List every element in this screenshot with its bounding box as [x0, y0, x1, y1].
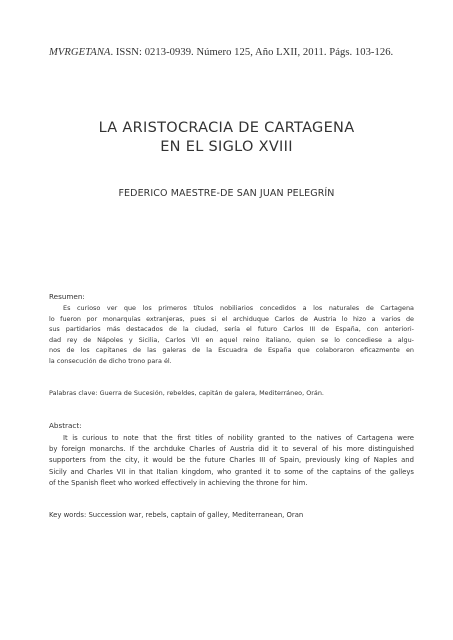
abstract-line: It is curious to note that the first titles of nobility granted to the natives of Cartagena were [63, 434, 414, 442]
resumen-line: sus partidarios más destacados de la ciudad, sería el futuro Carlos III de España, con anteriori- [49, 325, 414, 334]
author-name: FEDERICO MAESTRE-DE SAN JUAN PELEGRÍN [118, 188, 335, 199]
resumen-line: la consecución de dicho trono para él. [49, 357, 172, 365]
resumen-line: nos de los capitanes de las galeras de la Escuadra de España que colaboraron eficazmente en [49, 346, 414, 355]
abstract-line: by foreign monarchs. If the archduke Charles of Austria did it to several of his more distinguished [49, 445, 414, 454]
article-title-line-1: LA ARISTOCRACIA DE CARTAGENA [98, 120, 355, 136]
article-title-line-2: EN EL SIGLO XVIII [160, 139, 293, 155]
journal-citation [49, 47, 409, 58]
abstract-line: Sicily and Charles VII in that Italian kingdom, who granted it to some of the captains of the galleys [49, 467, 414, 476]
keywords-text: Key words: Succession war, rebels, captain of galley, Mediterranean, Oran [49, 511, 304, 519]
palabras-clave-text: Palabras clave: Guerra de Sucesión, rebeldes, capitán de galera, Mediterráneo, Orán. [49, 389, 324, 397]
resumen-line: lo fueron por monarquías extranjeras, pues si el archiduque Carlos de Austria lo hizo a varios de [49, 314, 414, 323]
journal-name: MVRGETANA [49, 47, 111, 58]
resumen-line: dad rey de Nápoles y Sicilia, Carlos VII en aquel reino italiano, quien se lo concediese a algu- [49, 335, 414, 344]
abstract-line: supporters from the city, it would be the future Charles III of Spain, previously king of Naples and [49, 456, 414, 465]
abstract-line: of the Spanish fleet who worked effectively in achieving the throne for him. [49, 478, 308, 487]
abstract-label: Abstract: [49, 421, 82, 430]
citation-details: . ISSN: 0213-0939. Número 125, Año LXII, 2011. Págs. 103-126. [110, 47, 394, 58]
resumen-line: Es curioso ver que los primeros títulos nobiliarios concedidos a los naturales de Cartagena [63, 304, 414, 312]
resumen-label: Resumen: [49, 292, 85, 301]
